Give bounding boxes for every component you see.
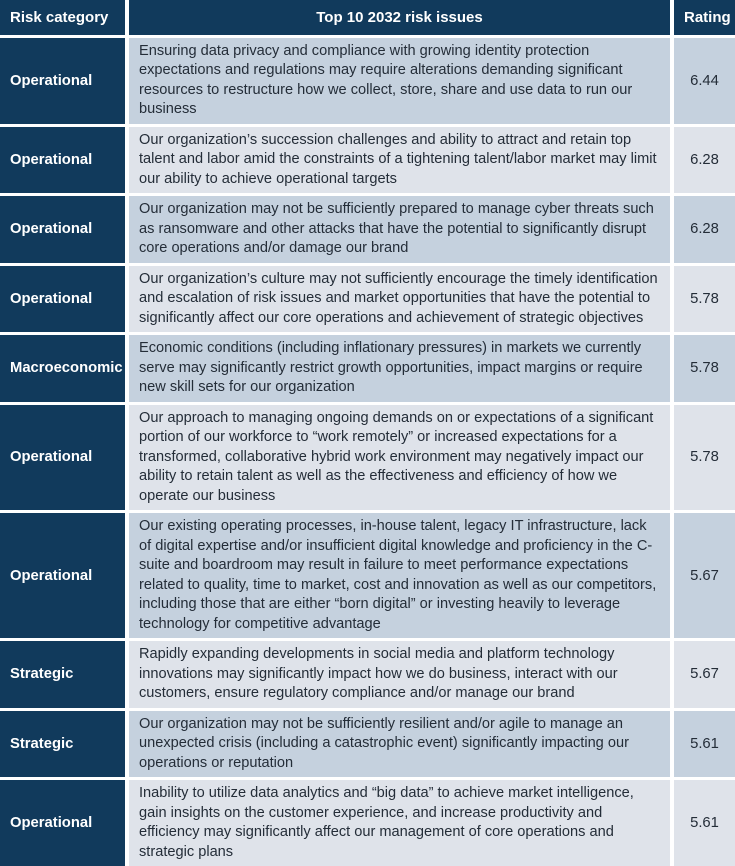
- risk-issue-cell: Our organization may not be sufficiently prepared to manage cyber threats such as ransomware and other attacks that have the potential to significantly disrupt core operations and/or damage our brand: [127, 195, 672, 265]
- table-row: [0, 709, 735, 779]
- risk-category-cell: Operational: [0, 403, 127, 512]
- column-header-rating: Rating: [672, 0, 735, 36]
- risk-issue-cell: Our approach to managing ongoing demands on or expectations of a significant portion of our workforce to “work remotely” or increased expectations for a transformed, collaborative hybrid work environment may negatively impact our ability to retain talent as well as the effectiveness and efficiency of how we operate our business: [127, 403, 672, 512]
- risk-issue-cell: Ensuring data privacy and compliance with growing identity protection expectations and regulations may require alterations demanding significant resources to restructure how we collect, store, share and use data to run our business: [127, 36, 672, 125]
- table-row: [0, 640, 735, 710]
- column-header-risk-issues: Top 10 2032 risk issues: [127, 0, 672, 36]
- table-header-row: [0, 0, 735, 36]
- risk-category-cell: Macroeconomic: [0, 334, 127, 404]
- risk-issue-cell: Our organization’s succession challenges and ability to attract and retain top talent and labor amid the constraints of a tightening talent/labor market may limit our ability to achieve operational targets: [127, 125, 672, 195]
- table-row: [0, 779, 735, 866]
- rating-cell: 5.67: [672, 512, 735, 640]
- risk-issue-cell: Inability to utilize data analytics and “big data” to achieve market intelligence, gain insights on the customer experience, and increase productivity and efficiency may significantly affect our management of core operations and strategic plans: [127, 779, 672, 866]
- table-row: [0, 36, 735, 125]
- risk-category-cell: Strategic: [0, 709, 127, 779]
- table-row: [0, 264, 735, 334]
- rating-cell: 6.44: [672, 36, 735, 125]
- rating-cell: 5.78: [672, 403, 735, 512]
- rating-cell: 5.78: [672, 264, 735, 334]
- rating-cell: 5.61: [672, 779, 735, 866]
- risk-issue-cell: Economic conditions (including inflationary pressures) in markets we currently serve may significantly restrict growth opportunities, impact margins or require new skill sets for our organization: [127, 334, 672, 404]
- rating-cell: 5.61: [672, 709, 735, 779]
- risk-category-cell: Operational: [0, 36, 127, 125]
- risk-category-cell: Operational: [0, 125, 127, 195]
- column-header-risk-category: Risk category: [0, 0, 127, 36]
- table-row: [0, 195, 735, 265]
- table-row: [0, 512, 735, 640]
- risk-category-cell: Operational: [0, 779, 127, 866]
- risk-issue-cell: Our organization may not be sufficiently resilient and/or agile to manage an unexpected crisis (including a catastrophic event) significantly impacting our operations or reputation: [127, 709, 672, 779]
- risk-category-cell: Operational: [0, 512, 127, 640]
- table-row: [0, 334, 735, 404]
- risk-issue-cell: Rapidly expanding developments in social media and platform technology innovations may significantly impact how we do business, interact with our customers, ensure regulatory compliance and/or manage our brand: [127, 640, 672, 710]
- rating-cell: 5.67: [672, 640, 735, 710]
- table-row: [0, 403, 735, 512]
- risk-category-cell: Operational: [0, 264, 127, 334]
- risk-issue-cell: Our organization’s culture may not sufficiently encourage the timely identification and escalation of risk issues and market opportunities that have the potential to significantly affect our core operations and achievement of strategic objectives: [127, 264, 672, 334]
- risk-category-cell: Strategic: [0, 640, 127, 710]
- table-row: [0, 125, 735, 195]
- rating-cell: 6.28: [672, 195, 735, 265]
- risk-category-cell: Operational: [0, 195, 127, 265]
- risk-issue-cell: Our existing operating processes, in-house talent, legacy IT infrastructure, lack of digital expertise and/or insufficient digital knowledge and proficiency in the C-suite and boardroom may result in failure to meet performance expectations related to quality, time to market, cost and innovation as well as our competitors, including those that are either “born digital” or investing heavily to leverage technology for competitive advantage: [127, 512, 672, 640]
- rating-cell: 6.28: [672, 125, 735, 195]
- rating-cell: 5.78: [672, 334, 735, 404]
